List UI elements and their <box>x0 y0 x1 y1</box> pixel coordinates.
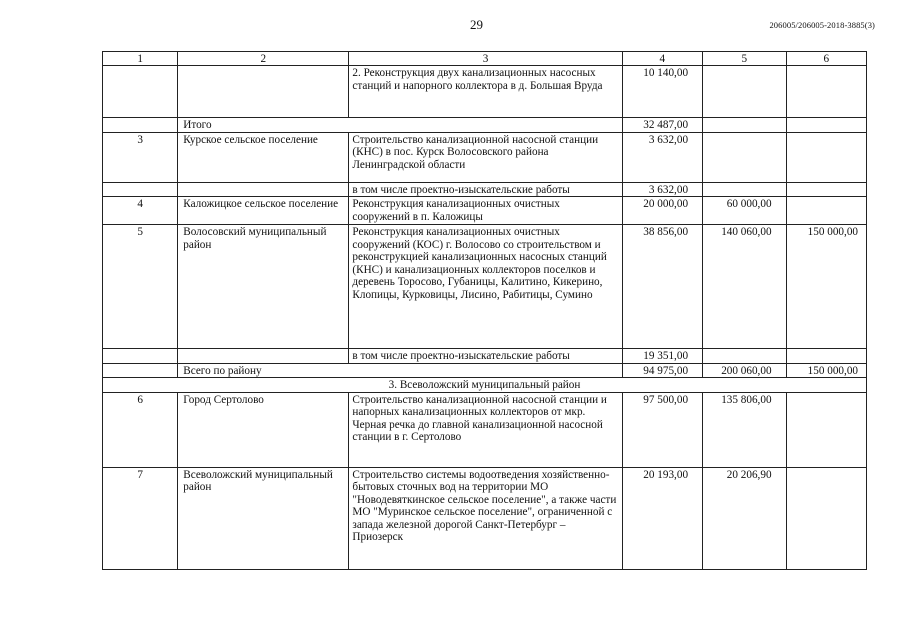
amount-col4: 3 632,00 <box>622 132 702 182</box>
amount-col4: 97 500,00 <box>622 392 702 467</box>
settlement-name: Всеволожский муниципальный район <box>178 467 349 569</box>
amount-col5: 135 806,00 <box>703 392 787 467</box>
row-number: 4 <box>103 197 178 225</box>
settlement-name: Город Сертолово <box>178 392 349 467</box>
amount-col5: 200 060,00 <box>703 363 787 378</box>
amount-col5: 140 060,00 <box>703 225 787 349</box>
project-description: Реконструкция канализационных очистных сооружений (КОС) г. Волосово со строительством и реконструкцией канализационных насосных станций (КНС) и канализационных коллекторов поселков и деревень Торосово, Губаницы, Калитино, Кикерино, Клопицы, Курковицы, Лисино, Рабитицы, Сумино <box>349 225 622 349</box>
amount-col4: 38 856,00 <box>622 225 702 349</box>
header-cell: 4 <box>622 52 702 66</box>
header-cell: 3 <box>349 52 622 66</box>
row-number: 5 <box>103 225 178 349</box>
table-row <box>103 66 867 118</box>
document-id: 206005/206005-2018-3885(3) <box>769 20 875 30</box>
amount-col6: 150 000,00 <box>786 363 866 378</box>
amount-col4: 20 000,00 <box>622 197 702 225</box>
project-description: Реконструкция канализационных очистных сооружений в п. Каложицы <box>349 197 622 225</box>
amount-col5: 60 000,00 <box>703 197 787 225</box>
project-description: Строительство канализационной насосной станции (КНС) в пос. Курск Волосовского района Ленинградской области <box>349 132 622 182</box>
project-description: в том числе проектно-изыскательские работы <box>349 349 622 364</box>
amount-col4: 10 140,00 <box>622 66 702 118</box>
subtotal-row <box>103 118 867 133</box>
amount-col4: 20 193,00 <box>622 467 702 569</box>
table-row <box>103 467 867 569</box>
table-row <box>103 182 867 197</box>
table-row <box>103 132 867 182</box>
header-cell: 1 <box>103 52 178 66</box>
project-description: Строительство системы водоотведения хозяйственно-бытовых сточных вод на территории МО "Новодевяткинское сельское поселение", а также части МО "Муринское сельское поселение", ограниченной с запада железной дорогой Санкт-Петербург – Приозерск <box>349 467 622 569</box>
table-header-row <box>103 52 867 66</box>
amount-col6: 150 000,00 <box>786 225 866 349</box>
table-row <box>103 197 867 225</box>
amount-col4: 3 632,00 <box>622 182 702 197</box>
settlement-name: Волосовский муниципальный район <box>178 225 349 349</box>
header-cell: 6 <box>786 52 866 66</box>
row-number: 7 <box>103 467 178 569</box>
project-description: в том числе проектно-изыскательские работы <box>349 182 622 197</box>
amount-col4: 32 487,00 <box>622 118 702 133</box>
table-row <box>103 225 867 349</box>
settlement-name: Курское сельское поселение <box>178 132 349 182</box>
table-row <box>103 349 867 364</box>
table-row <box>103 392 867 467</box>
subtotal-label: Итого <box>178 118 349 133</box>
total-row <box>103 363 867 378</box>
amount-col5: 20 206,90 <box>703 467 787 569</box>
amount-col4: 19 351,00 <box>622 349 702 364</box>
header-cell: 5 <box>703 52 787 66</box>
header-cell: 2 <box>178 52 349 66</box>
total-label: Всего по району <box>178 363 349 378</box>
row-number: 3 <box>103 132 178 182</box>
project-description: 2. Реконструкция двух канализационных насосных станций и напорного коллектора в д. Большая Врудa <box>349 66 622 118</box>
section-header-row <box>103 378 867 393</box>
project-description: Строительство канализационной насосной станции и напорных канализационных коллекторов от мкр. Черная речка до главной канализационной насосной станции в г. Сертолово <box>349 392 622 467</box>
amount-col4: 94 975,00 <box>622 363 702 378</box>
row-number: 6 <box>103 392 178 467</box>
investment-table <box>102 51 867 570</box>
page-number: 29 <box>470 17 483 32</box>
settlement-name: Каложицкое сельское поселение <box>178 197 349 225</box>
section-title: 3. Всеволожский муниципальный район <box>103 378 867 393</box>
